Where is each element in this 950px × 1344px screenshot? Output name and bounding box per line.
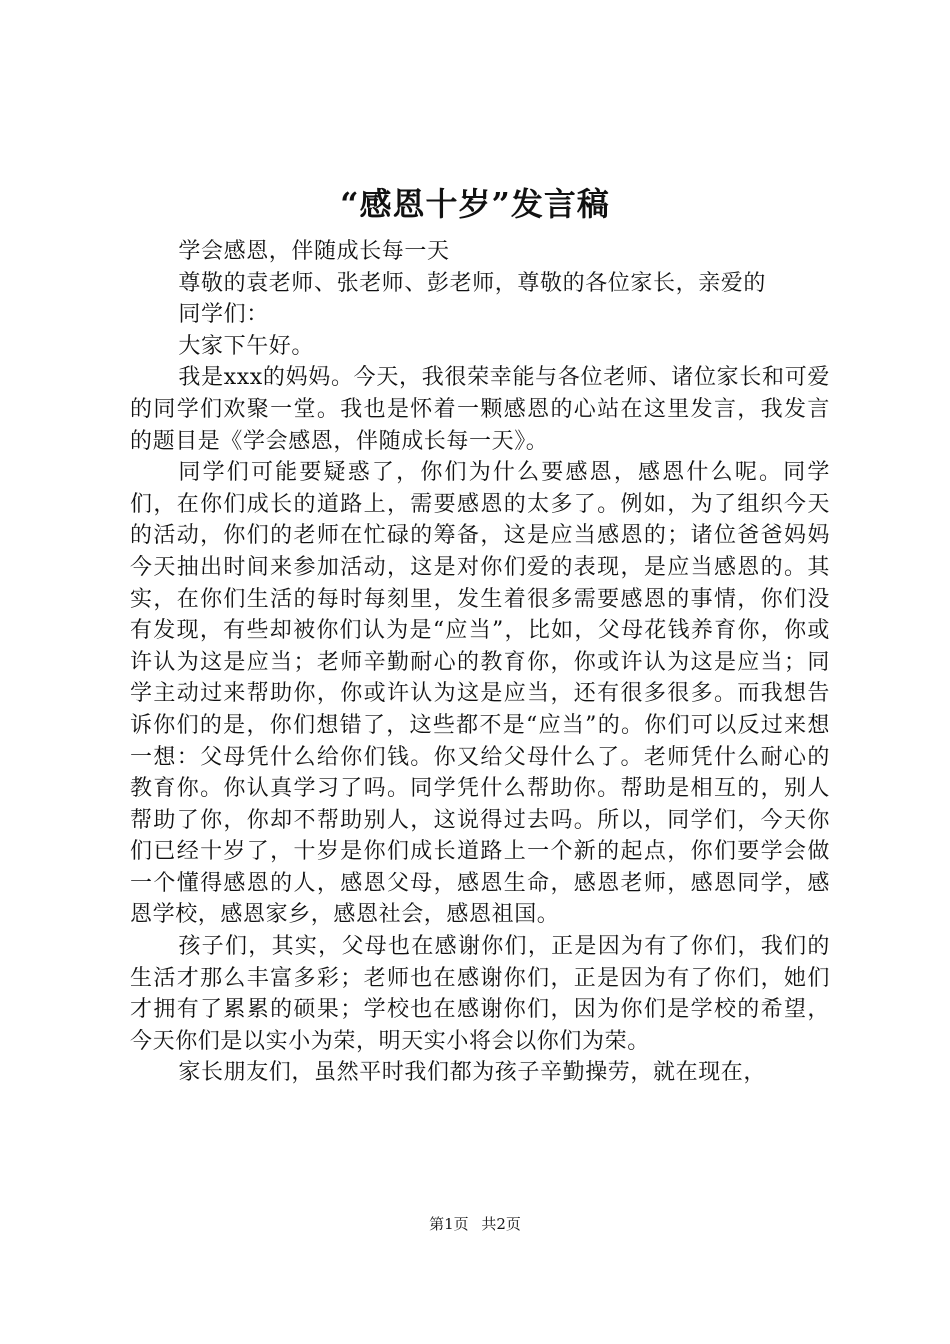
greeting: 大家下午好。	[178, 333, 314, 359]
body-paragraph: 孩子们，其实，父母也在感谢你们，正是因为有了你们，我们的生活才那么丰富多彩；老师也在感谢你们，正是因为有了你们，她们才拥有了累累的硕果；学校也在感谢你们，因为你们是学校的希望，今天你们是以实小为荣，明天实小将会以你们为荣。	[130, 934, 830, 1054]
speech-subtitle: 学会感恩，伴随成长每一天	[178, 239, 450, 264]
salutation-line: 尊敬的袁老师、张老师、彭老师，尊敬的各位家长，亲爱的	[178, 270, 766, 296]
body-paragraph: 我是xxx的妈妈。今天，我很荣幸能与各位老师、诸位家长和可爱的同学们欢聚一堂。我也是怀着一颗感恩的心站在这里发言，我发言的题目是《学会感恩，伴随成长每一天》。	[130, 365, 830, 454]
document-title: “感恩十岁”发言稿	[340, 185, 610, 223]
body-paragraph: 同学们可能要疑惑了，你们为什么要感恩，感恩什么呢。同学们，在你们成长的道路上，需要感恩的太多了。例如，为了组织今天的活动，你们的老师在忙碌的筹备，这是应当感恩的；诸位爸爸妈妈今天抽出时间来参加活动，这是对你们爱的表现，是应当感恩的。其实，在你们生活的每时每刻里，发生着很多需要感恩的事情，你们没有发现，有些却被你们认为是“应当”，比如，父母花钱养育你，你或许认为这是应当；老师辛勤耐心的教育你，你或许认为这是应当；同学主动过来帮助你，你或许认为这是应当，还有很多很多。而我想告诉你们的是，你们想错了，这些都不是“应当”的。你们可以反过来想一想：父母凭什么给你们钱。你又给父母什么了。老师凭什么耐心的教育你。你认真学习了吗。同学凭什么帮助你。帮助是相互的，别人帮助了你，你却不帮助别人，这说得过去吗。所以，同学们，今天你们已经十岁了，十岁是你们成长道路上一个新的起点，你们要学会做一个懂得感恩的人，感恩父母，感恩生命，感恩老师，感恩同学，感恩学校，感恩家乡，感恩社会，感恩祖国。	[130, 460, 830, 928]
page-total: 共2页	[481, 1215, 521, 1233]
salutation-continuation: 同学们：	[178, 302, 269, 328]
body-paragraph: 家长朋友们，虽然平时我们都为孩子辛勤操劳，就在现在，	[178, 1060, 766, 1086]
page-number: 第1页	[429, 1215, 469, 1233]
page-footer	[0, 1214, 950, 1234]
document-body	[130, 236, 830, 1089]
